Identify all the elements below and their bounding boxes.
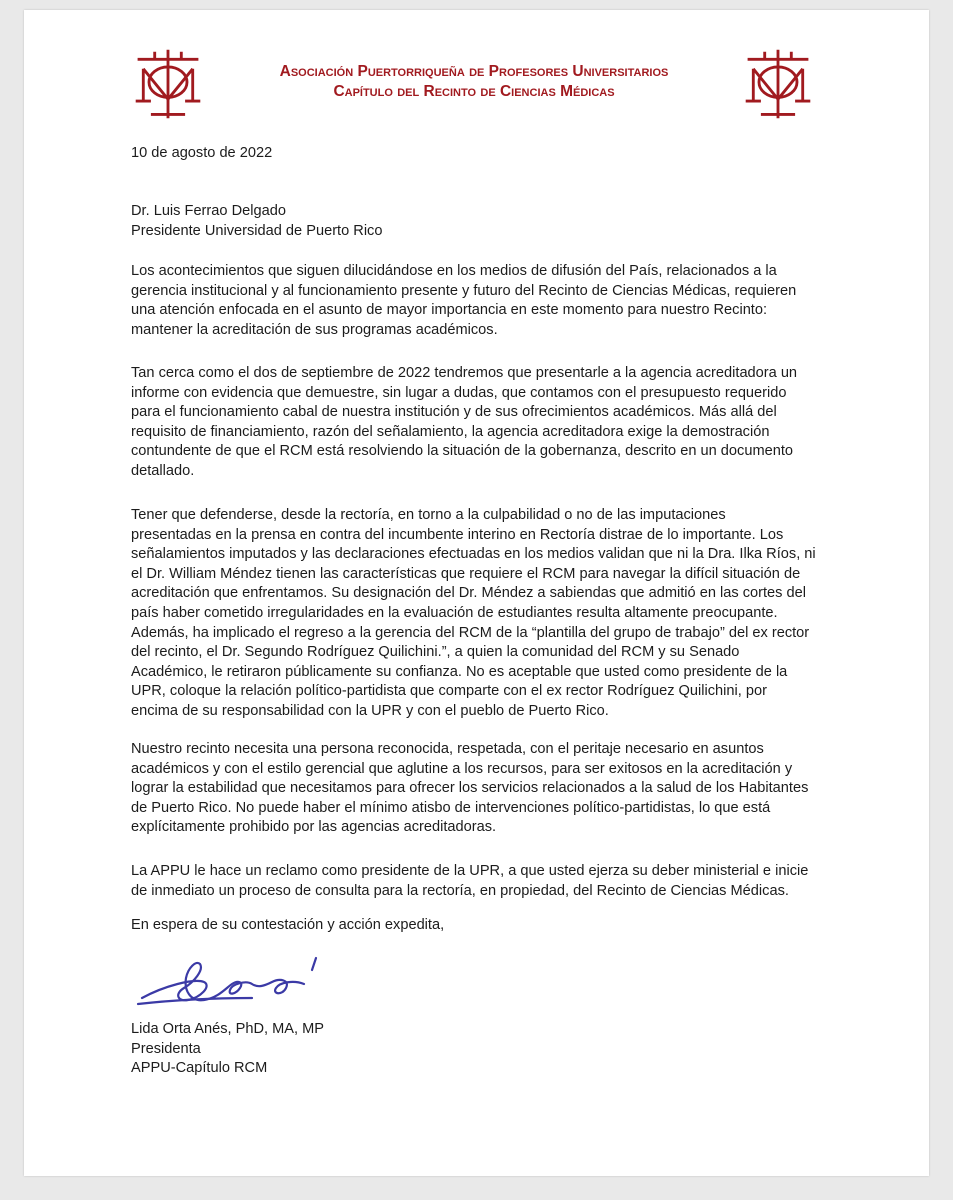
text-line: informe con evidencia que demuestre, sin lugar a dudas, que contamos con el presupuesto requerido (131, 384, 787, 401)
text-line: contundente de que el RCM está resolviendo la situación de la gobernanza, descrito en un documento (131, 443, 794, 460)
org-chapter: Capítulo del Recinto de Ciencias Médicas (333, 83, 615, 100)
text-line: explícitamente prohibido por las agencias acreditadoras. (131, 819, 497, 836)
letter-date: 10 de agosto de 2022 (131, 145, 273, 161)
text-line: encima de su responsabilidad con la UPR y con el pueblo de Puerto Rico. (131, 702, 609, 719)
appu-logo-right-icon (740, 46, 816, 122)
text-line: UPR, coloque la relación político-partidista que comparte con el ex rector Rodríguez Quilichini, por (131, 683, 767, 700)
letter-page (24, 10, 929, 1176)
text-line: presentadas en la prensa en contra del incumbente interino en Rectoría distrae de lo importante. Los (131, 526, 784, 543)
recipient-name: Dr. Luis Ferrao Delgado (131, 203, 286, 219)
text-line: Los acontecimientos que siguen dilucidándose en los medios de difusión del País, relacionados a la (131, 263, 777, 279)
text-line: Además, ha implicado el regreso a la gerencia del RCM de la “plantilla del grupo de trabajo” del ex rector (131, 624, 810, 641)
text-line: Tener que defenderse, desde la rectoría, en torno a la culpabilidad o no de las imputaciones (131, 507, 726, 523)
text-line: el Dr. William Méndez tienen las características que requiere el RCM para navegar la difícil situación de (131, 565, 801, 582)
appu-logo-left-icon (130, 46, 206, 122)
text-line: para el funcionamiento cabal de nuestra institución y de sus ofrecimientos académicos. Más allá del (131, 404, 777, 421)
recipient-title: Presidente Universidad de Puerto Rico (131, 222, 383, 239)
closing-line: En espera de su contestación y acción expedita, (131, 917, 445, 933)
text-line: acreditación que enfrentamos. Su designación del Dr. Méndez a sabiendas que admitió en las cortes del (131, 585, 806, 602)
text-line: La APPU le hace un reclamo como presidente de la UPR, a que usted ejerza su deber ministerial e inicie (131, 863, 809, 879)
text-line: Nuestro recinto necesita una persona reconocida, respetada, con el peritaje necesario en asuntos (131, 741, 764, 757)
text-line: mantener la acreditación de sus programas académicos. (131, 321, 498, 338)
paragraph-4 (131, 740, 831, 838)
text-line: gerencia institucional y al funcionamiento presente y futuro del Recinto de Ciencias Médicas, requieren (131, 282, 797, 299)
text-line: lograr la estabilidad que necesitamos para ofrecer los servicios relacionados a la salud de los Habitantes (131, 780, 809, 797)
paragraph-1 (131, 262, 831, 340)
paragraph-3 (131, 506, 831, 722)
text-line: de Puerto Rico. No puede haber el mínimo atisbo de intervenciones político-partidistas, lo que está (131, 799, 771, 816)
text-line: requisito de financiamiento, razón del señalamiento, la agencia acreditadora exige la demostración (131, 423, 770, 440)
paragraph-2 (131, 364, 831, 482)
handwritten-signature-icon (134, 948, 324, 1020)
text-line: una atención enfocada en el asunto de mayor importancia en este momento para nuestro Recinto: (131, 302, 768, 319)
text-line: Tan cerca como el dos de septiembre de 2022 tendremos que presentarle a la agencia acreditadora un (131, 365, 798, 381)
recipient-block (131, 202, 831, 241)
org-header (214, 62, 734, 102)
text-line: académicos y con el estilo gerencial que aglutine a los recursos, para ser exitosos en la acreditación y (131, 760, 793, 777)
text-line: del recinto, el Dr. Segundo Rodríguez Quilichini.”, a quien la comunidad del RCM y su Senado (131, 644, 740, 661)
signer-org: APPU-Capítulo RCM (131, 1060, 268, 1077)
paragraph-5 (131, 862, 831, 901)
org-name: Asociación Puertorriqueña de Profesores Universitarios (279, 63, 669, 80)
text-line: señalamientos imputados y las declaraciones efectuadas en los medios validan que ni la Dra. Ilka Ríos, ni (131, 546, 816, 563)
text-line: de inmediato un proceso de consulta para la rectoría, en propiedad, del Recinto de Ciencias Médicas. (131, 882, 789, 899)
text-line: detallado. (131, 462, 195, 479)
signer-name: Lida Orta Anés, PhD, MA, MP (131, 1021, 325, 1037)
text-line: Académico, le retiraron públicamente su confianza. No es aceptable que usted como presidente de la (131, 663, 788, 680)
signer-block (131, 1020, 831, 1079)
signer-title: Presidenta (131, 1040, 201, 1057)
text-line: país haber cometido irregularidades en la evaluación de estudiantes resulta altamente preocupante. (131, 604, 778, 621)
